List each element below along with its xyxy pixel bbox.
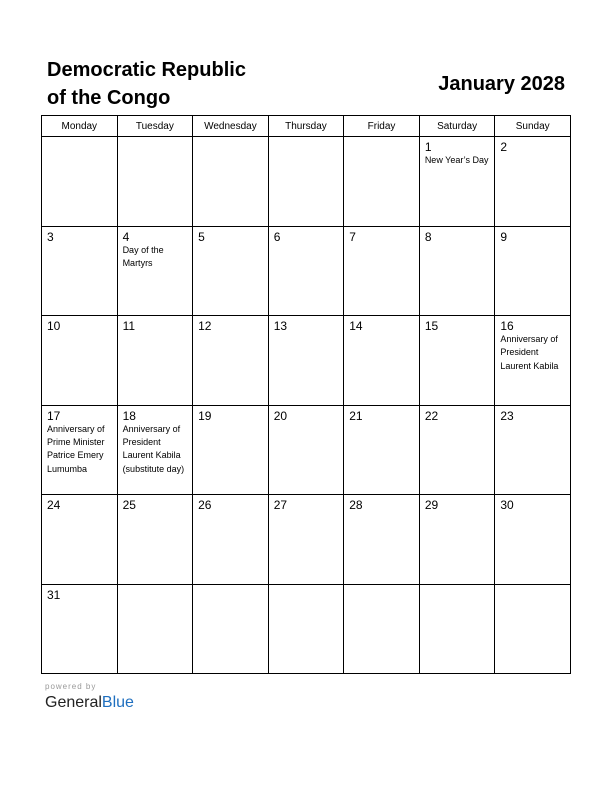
day-number: 12 [198,319,212,333]
weekday-header-row [42,116,571,137]
day-number: 27 [273,498,288,512]
day-number: 7 [349,229,356,244]
day-number: 23 [500,408,514,423]
day-cell [419,316,495,406]
country-title: Democratic Republic of the Congo [47,59,246,109]
day-cell [344,316,420,406]
calendar-grid [41,115,571,674]
week-row [42,226,571,316]
weekday-header: Wednesday [193,116,269,137]
day-number: 18 [122,408,136,423]
day-cell [268,495,344,585]
day-number: 3 [47,229,54,244]
day-number: 24 [47,498,61,512]
day-cell [117,316,193,406]
day-number: 14 [349,319,363,333]
day-number: 11 [122,319,136,333]
day-cell [268,226,344,316]
day-cell [42,226,118,316]
day-cell [268,405,344,495]
day-number: 25 [122,498,136,512]
day-cell [495,405,571,495]
day-cell [495,584,571,674]
day-cell [495,137,571,227]
day-cell [117,137,193,227]
brand-blue-text: Blue [101,694,134,711]
day-cell [193,316,269,406]
day-cell [419,137,495,227]
day-cell [344,584,420,674]
day-cell [42,405,118,495]
weekday-header: Saturday [419,116,495,137]
month-year-title: January 2028 [438,73,565,95]
day-number: 17 [47,408,61,423]
day-number: 5 [198,229,205,244]
day-number: 29 [424,498,439,512]
day-number: 26 [198,498,212,512]
holiday-label: New Year’s Day [424,155,489,165]
day-number: 19 [198,408,212,423]
holiday-label: Anniversary of Prime Minister Patrice Emery Lumumba [47,423,105,474]
day-cell [268,584,344,674]
day-number: 10 [47,319,61,333]
day-cell [419,226,495,316]
day-cell [268,316,344,406]
day-number: 30 [500,498,514,512]
day-cell [344,495,420,585]
weekday-header: Thursday [268,116,344,137]
day-number: 13 [273,319,288,333]
day-number: 2 [500,140,508,154]
brand-general-text: General [45,694,102,711]
day-cell [495,226,571,316]
day-number: 28 [349,498,363,512]
day-cell [193,137,269,227]
day-cell [42,495,118,585]
day-cell [117,584,193,674]
weekday-header: Tuesday [117,116,193,137]
generalblue-logo[interactable] [45,692,134,714]
holiday-label: Anniversary of President Laurent Kabila [500,334,559,371]
day-number: 8 [424,229,432,244]
day-number: 15 [424,319,439,333]
day-cell [419,584,495,674]
day-cell [495,316,571,406]
day-cell [344,226,420,316]
day-cell [117,226,193,316]
day-number: 6 [273,229,281,244]
day-cell [268,137,344,227]
day-cell [419,495,495,585]
day-cell [495,495,571,585]
day-cell [117,405,193,495]
week-row [42,316,571,406]
day-cell [419,405,495,495]
day-number: 1 [424,140,432,154]
day-cell [193,226,269,316]
weekday-header: Monday [42,116,118,137]
day-cell [193,584,269,674]
day-cell [344,405,420,495]
holiday-label: Anniversary of President Laurent Kabila (substitute day) [122,423,185,474]
weekday-header: Sunday [495,116,571,137]
day-number: 31 [47,587,61,602]
weekday-header: Friday [344,116,420,137]
day-cell [42,137,118,227]
day-cell [344,137,420,227]
holiday-label: Day of the Martyrs [122,244,164,268]
day-cell [193,405,269,495]
powered-by-text: powered by [45,682,97,691]
day-number: 9 [500,229,508,244]
week-row [42,137,571,227]
day-cell [193,495,269,585]
footer-branding [45,682,134,714]
day-cell [42,584,118,674]
day-number: 21 [349,408,363,423]
day-number: 16 [500,319,514,333]
week-row [42,584,571,674]
day-cell [42,316,118,406]
day-cell [117,495,193,585]
day-number: 20 [273,408,288,423]
day-number: 4 [122,229,130,244]
day-number: 22 [424,408,439,423]
week-row [42,495,571,585]
week-row [42,405,571,495]
